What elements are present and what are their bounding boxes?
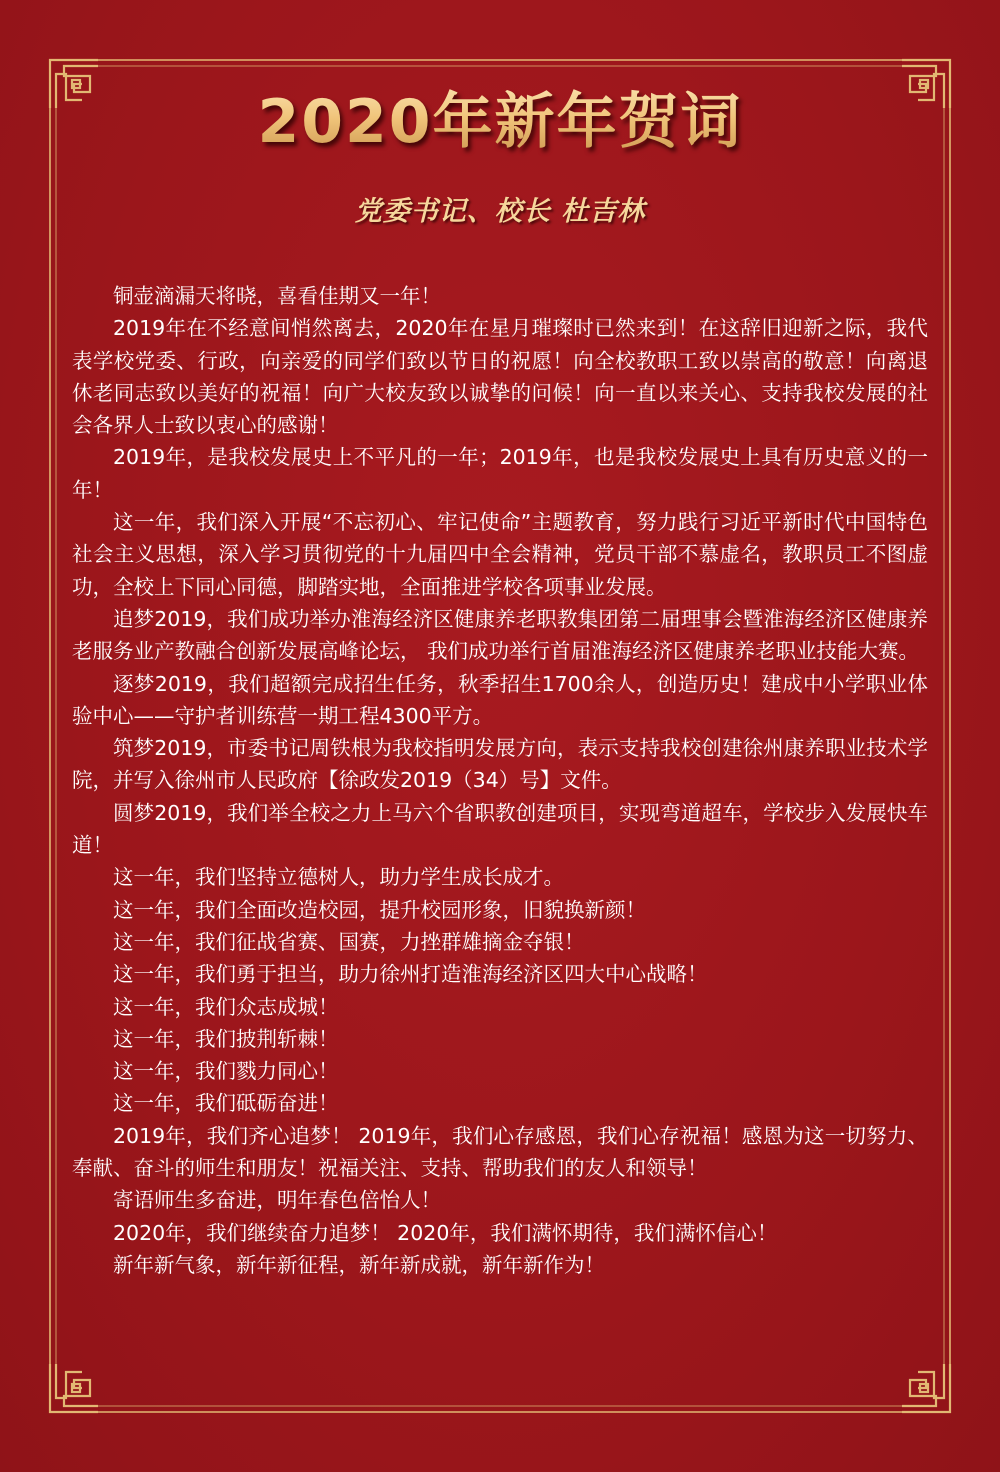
paragraph: 2020年，我们继续奋力追梦！ 2020年，我们满怀期待，我们满怀信心！ xyxy=(113,1220,778,1245)
paragraph: 新年新气象，新年新征程，新年新成就，新年新作为！ xyxy=(113,1252,605,1277)
paragraph: 圆梦2019，我们举全校之力上马六个省职教创建项目，实现弯道超车，学校步入发展快车道！ xyxy=(72,800,928,858)
paragraph: 2019年，我们齐心追梦！ 2019年，我们心存感恩，我们心存祝福！感恩为这一切努力、奉献、奋斗的师生和朋友！祝福关注、支持、帮助我们的友人和领导！ xyxy=(72,1123,928,1181)
paragraph: 2019年，是我校发展史上不平凡的一年；2019年，也是我校发展史上具有历史意义的一年！ xyxy=(72,445,928,502)
paragraph: 这一年，我们坚持立德树人，助力学生成长成才。 xyxy=(113,865,564,890)
paragraph: 寄语师生多奋进，明年春色倍怡人！ xyxy=(113,1188,441,1213)
paragraph: 2019年在不经意间悄然离去，2020年在星月璀璨时已然来到！在这辞旧迎新之际，我代表学校党委、行政，向亲爱的同学们致以节日的祝愿！向全校教职工致以崇高的敬意！向离退休老同志致以美好的祝福！向广大校友致以诚挚的问候！向一直以来关心、支持我校发展的社会各界人士致以衷心的感谢！ xyxy=(72,316,928,438)
paragraph: 这一年，我们戮力同心！ xyxy=(113,1059,339,1084)
paragraph: 这一年，我们全面改造校园，提升校园形象，旧貌换新颜！ xyxy=(113,897,646,922)
paragraph: 追梦2019，我们成功举办淮海经济区健康养老职教集团第二届理事会暨淮海经济区健康养老服务业产教融合创新发展高峰论坛， 我们成功举行首届淮海经济区健康养老职业技能大赛。 xyxy=(72,606,928,664)
paragraph: 逐梦2019，我们超额完成招生任务，秋季招生1700余人，创造历史！建成中小学职业体验中心——守护者训练营一期工程4300平方。 xyxy=(72,671,928,728)
corner-ornament-bottom-right xyxy=(902,1364,950,1412)
author-line: 党委书记、校长 杜吉林 xyxy=(354,196,646,227)
paragraph: 铜壶滴漏天将晓，喜看佳期又一年！ xyxy=(113,284,441,308)
paragraph: 这一年，我们勇于担当，助力徐州打造淮海经济区四大中心战略！ xyxy=(113,962,708,987)
paragraph: 这一年，我们披荆斩棘！ xyxy=(113,1026,339,1051)
paragraph: 这一年，我们众志成城！ xyxy=(113,994,339,1019)
paragraph: 这一年，我们深入开展“不忘初心、牢记使命”主题教育，努力践行习近平新时代中国特色社会主义思想，深入学习贯彻党的十九届四中全会精神，党员干部不慕虚名，教职员工不图虚功，全校上下同心同德，脚踏实地，全面推进学校各项事业发展。 xyxy=(72,510,928,599)
paragraph: 这一年，我们征战省赛、国赛，力挫群雄摘金夺银！ xyxy=(113,929,585,954)
corner-ornament-bottom-left xyxy=(50,1364,98,1412)
greeting-body xyxy=(72,280,928,1281)
page-title: 2020年新年贺词 xyxy=(0,82,1000,162)
paragraph: 这一年，我们砥砺奋进！ xyxy=(113,1091,339,1116)
paragraph: 筑梦2019，市委书记周铁根为我校指明发展方向，表示支持我校创建徐州康养职业技术学院，并写入徐州市人民政府【徐政发2019（34）号】文件。 xyxy=(72,736,928,793)
